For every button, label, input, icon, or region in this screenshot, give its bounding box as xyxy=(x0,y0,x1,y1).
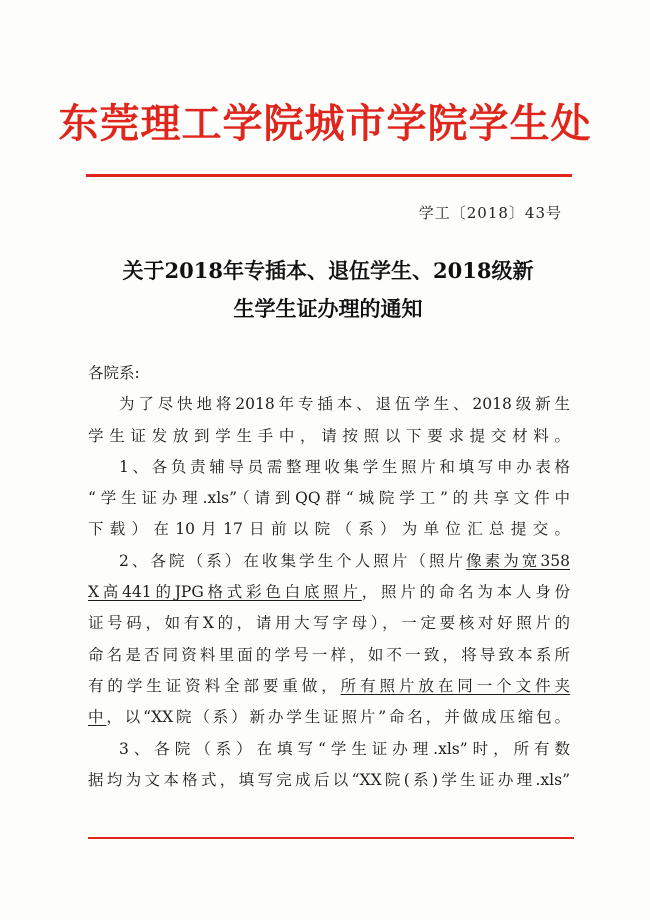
photo-spec-underlined-1: 像素为宽358 xyxy=(466,551,570,570)
item2-line-2-text: ，照片的命名为本人身份 xyxy=(361,583,570,602)
salutation: 各院系: xyxy=(88,364,140,382)
notice-body xyxy=(88,358,570,796)
intro-line-1: 为了尽快地将2018年专插本、退伍学生、2018级新生 xyxy=(119,395,570,414)
item1-line-1: 1、各负责辅导员需整理收集学生照片和填写申办表格 xyxy=(119,457,570,476)
footer-red-rule xyxy=(88,837,574,839)
item2-line-1 xyxy=(88,546,570,577)
item1-line-3: 下载）在10月17日前以院（系）为单位汇总提交。 xyxy=(88,520,570,539)
intro-line-2: 学生证发放到学生手中，请按照以下要求提交材料。 xyxy=(88,426,570,445)
issuer-header-title: 东莞理工学院城市学院学生处 xyxy=(58,100,592,147)
item2-line-6 xyxy=(88,702,570,733)
folder-instruction-underlined-2: 中 xyxy=(88,708,107,727)
photo-spec-underlined-2: X高441的JPG格式彩色白底照片 xyxy=(88,583,362,602)
folder-instruction-underlined-1: 所有照片放在同一个文件夹 xyxy=(340,676,570,695)
item2-line-5-text: 有的学生证资料全部要重做， xyxy=(88,676,341,695)
item2-line-5 xyxy=(88,671,570,702)
header-red-rule xyxy=(86,174,572,177)
notice-title-line-1: 关于2018年专插本、退伍学生、2018级新 xyxy=(122,258,534,283)
item3-line-2: 据均为文本格式，填写完成后以“XX院(系)学生证办理.xls” xyxy=(88,770,570,789)
notice-title xyxy=(88,252,568,328)
item2-line-2 xyxy=(88,577,570,608)
item1-line-2: “学生证办理.xls”（请到QQ群“城院学工”的共享文件中 xyxy=(88,489,570,508)
item2-line-1-text: 2、各院（系）在收集学生个人照片（照片 xyxy=(119,551,467,570)
item2-line-4: 命名是否同资料里面的学号一样，如不一致，将导致本系所 xyxy=(88,645,570,664)
item2-line-3: 证号码，如有X的，请用大写字母），一定要核对好照片的 xyxy=(88,614,570,633)
item3-line-1: 3、各院（系）在填写“学生证办理.xls”时，所有数 xyxy=(119,739,570,758)
item2-line-6-text: ，以“XX院（系）新办学生证照片”命名，并做成压缩包。 xyxy=(106,708,570,727)
notice-title-line-2: 生学生证办理的通知 xyxy=(233,296,423,321)
document-number: 学工〔2018〕43号 xyxy=(418,204,562,222)
